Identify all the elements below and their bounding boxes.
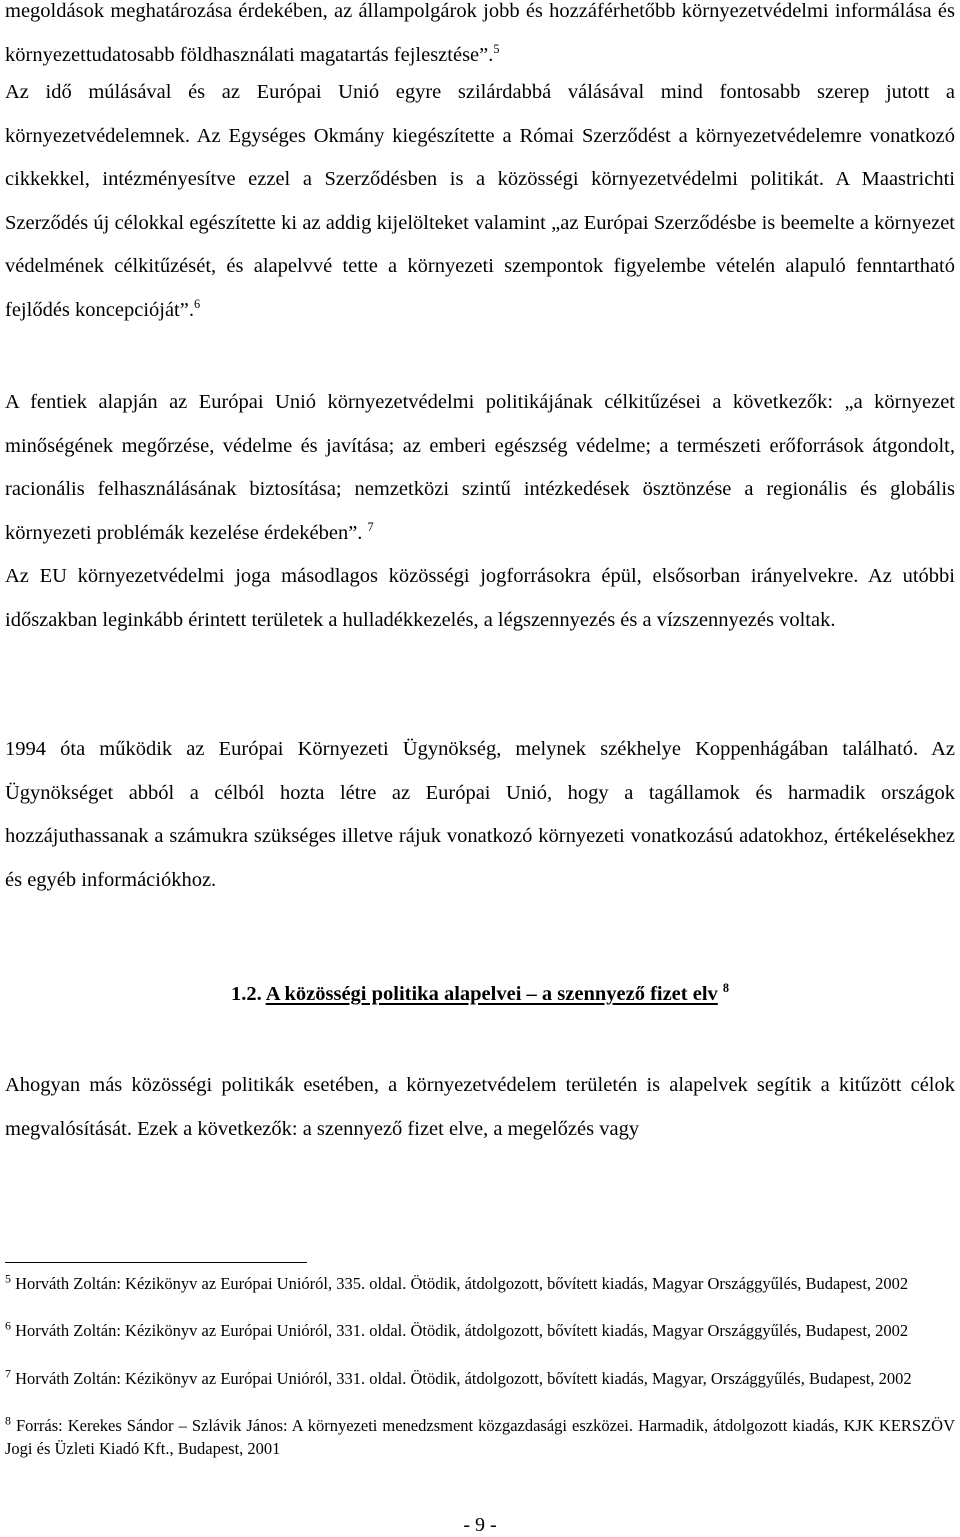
footnote-number: 8	[5, 1413, 11, 1428]
paragraph-1-text: megoldások meghatározása érdekében, az állampolgárok jobb és hozzáférhetőbb környezetvédelmi informálása és környezettudatosabb földhasználati magatartás fejlesztése”.	[5, 0, 955, 66]
section-title: A közösségi politika alapelvei – a szennyező fizet elv	[265, 983, 718, 1005]
paragraph-3	[5, 381, 955, 555]
section-number: 1.2.	[230, 983, 262, 1005]
footnote-text: Forrás: Kerekes Sándor – Szlávik János: A környezeti menedzsment közgazdasági eszközei. Harmadik, átdolgozott kiadás, KJK KERSZÖV Jogi és Üzleti Kiadó Kft., Budapest, 2001	[5, 1416, 956, 1458]
footnote-number: 6	[5, 1318, 11, 1333]
footnote-6	[5, 1320, 955, 1343]
paragraph-4: Az EU környezetvédelmi joga másodlagos közösségi jogforrásokra épül, elsősorban irányelvekre. Az utóbbi időszakban leginkább érintett területek a hulladékkezelés, a légszennyezés és a vízszennyezés voltak.	[5, 565, 955, 631]
section-heading	[0, 972, 960, 1016]
footnote-text: Horváth Zoltán: Kézikönyv az Európai Unióról, 331. oldal. Ötödik, átdolgozott, bővített kiadás, Magyar Országgyűlés, Budapest, 2002	[15, 1321, 909, 1340]
paragraph-5: 1994 óta működik az Európai Környezeti Ügynökség, melynek székhelye Koppenhágában található. Az Ügynökséget abból a célból hozta létre az Európai Unió, hogy a tagállamok és harmadik országok hozzájuthassanak a számukra szükséges illetve rájuk vonatkozó környezeti vonatkozású adatokhoz, értékelésekhez és egyéb információkhoz.	[5, 738, 955, 891]
footnote-5	[5, 1273, 955, 1296]
footnote-text: Horváth Zoltán: Kézikönyv az Európai Unióról, 331. oldal. Ötödik, átdolgozott, bővített kiadás, Magyar, Országgyűlés, Budapest, 2002	[15, 1369, 912, 1388]
paragraph-1	[5, 0, 955, 77]
footnote-number: 7	[5, 1366, 11, 1381]
paragraph-2-text: Az idő múlásával és az Európai Unió egyre szilárdabbá válásával mind fontosabb szerep jutott a környezetvédelemnek. Az Egységes Okmány kiegészítette a Római Szerződést a környezetvédelemre vonatkozó cikkekkel, intézményesítve ezzel a Szerződésben is a közösségi környezetvédelmi politikát. A Maastrichti Szerződés új célokkal egészítette ki az addig kijelölteket valamint „az Európai Szerződésbe is beemelte a környezet védelmének célkitűzését, és alapelvvé tette a környezeti szempontok figyelembe vételén alapuló fenntartható fejlődés koncepcióját”.	[5, 81, 955, 321]
footnote-separator	[5, 1262, 307, 1263]
paragraph-6: Ahogyan más közösségi politikák esetében, a környezetvédelem területén is alapelvek segítik a kitűzött célok megvalósítását. Ezek a következők: a szennyező fizet elve, a megelőzés vagy	[5, 1074, 955, 1140]
page-number: - 9 -	[463, 1514, 497, 1536]
footnote-ref-7: 7	[367, 519, 374, 534]
footnote-number: 5	[5, 1271, 11, 1286]
paragraph-3-text: A fentiek alapján az Európai Unió környezetvédelmi politikájának célkitűzései a következők: „a környezet minőségének megőrzése, védelme és javítása; az emberi egészség védelme; a természeti erőforrások átgondolt, racionális felhasználásának biztosítása; nemzetközi szintű intézkedések ösztönzése a regionális és globális környezeti problémák kezelése érdekében”.	[5, 391, 955, 544]
paragraph-2	[5, 71, 955, 333]
footnote-ref-5: 5	[493, 41, 500, 56]
footnote-text: Horváth Zoltán: Kézikönyv az Európai Unióról, 335. oldal. Ötödik, átdolgozott, bővített kiadás, Magyar Országgyűlés, Budapest, 2002	[15, 1274, 909, 1293]
footnote-ref-8: 8	[722, 981, 730, 996]
footnote-8	[5, 1415, 955, 1460]
footnote-7	[5, 1368, 955, 1391]
footnote-ref-6: 6	[193, 297, 201, 312]
